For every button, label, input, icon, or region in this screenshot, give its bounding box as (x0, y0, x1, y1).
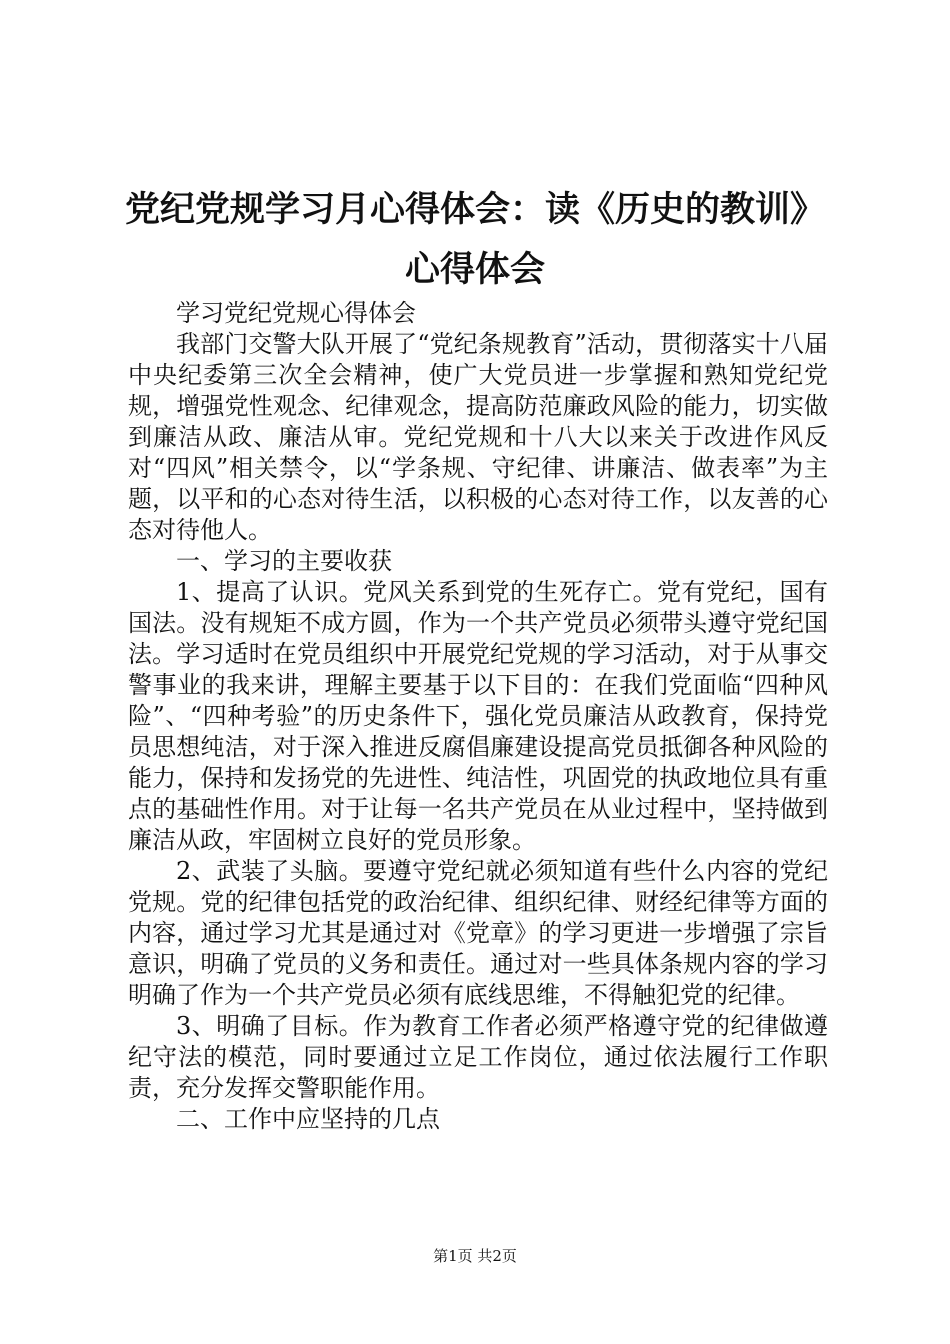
paragraph-item-1: 1、提高了认识。党风关系到党的生死存亡。党有党纪，国有国法。没有规矩不成方圆，作为一个共产党员必须带头遵守党纪国法。学习适时在党员组织中开展党纪党规的学习活动，对于从事交警事业的我来讲，理解主要基于以下目的：在我们党面临“四种风险”、“四种考验”的历史条件下，强化党员廉洁从政教育，保持党员思想纯洁，对于深入推进反腐倡廉建设提高党员抵御各种风险的能力，保持和发扬党的先进性、纯洁性，巩固党的执政地位具有重点的基础性作用。对于让每一名共产党员在从业过程中，坚持做到廉洁从政，牢固树立良好的党员形象。 (128, 578, 828, 854)
page-footer: 第1页 共2页 (433, 1247, 517, 1265)
document-title-line-1: 党纪党规学习月心得体会：读《历史的教训》 (124, 190, 825, 230)
paragraph-intro: 我部门交警大队开展了“党纪条规教育”活动，贯彻落实十八届中央纪委第三次全会精神，使广大党员进一步掌握和熟知党纪党规，增强党性观念、纪律观念，提高防范廉政风险的能力，切实做到廉洁从政、廉洁从审。党纪党规和十八大以来关于改进作风反对“四风”相关禁令，以“学条规、守纪律、讲廉洁、做表率”为主题，以平和的心态对待生活，以积极的心态对待工作，以友善的心态对待他人。 (128, 330, 828, 544)
section-heading-gains: 一、学习的主要收获 (176, 547, 392, 575)
section-heading-work-points: 二、工作中应坚持的几点 (176, 1105, 440, 1133)
paragraph-item-3: 3、明确了目标。作为教育工作者必须严格遵守党的纪律做遵纪守法的模范，同时要通过立足工作岗位，通过依法履行工作职责，充分发挥交警职能作用。 (128, 1012, 828, 1102)
paragraph-subtitle: 学习党纪党规心得体会 (176, 299, 416, 327)
document-body (128, 298, 828, 1135)
document-title-line-2: 心得体会 (404, 250, 545, 290)
paragraph-item-2: 2、武装了头脑。要遵守党纪就必须知道有些什么内容的党纪党规。党的纪律包括党的政治纪律、组织纪律、财经纪律等方面的内容，通过学习尤其是通过对《党章》的学习更进一步增强了宗旨意识，明确了党员的义务和责任。通过对一些具体条规内容的学习明确了作为一个共产党员必须有底线思维，不得触犯党的纪律。 (128, 857, 828, 1009)
